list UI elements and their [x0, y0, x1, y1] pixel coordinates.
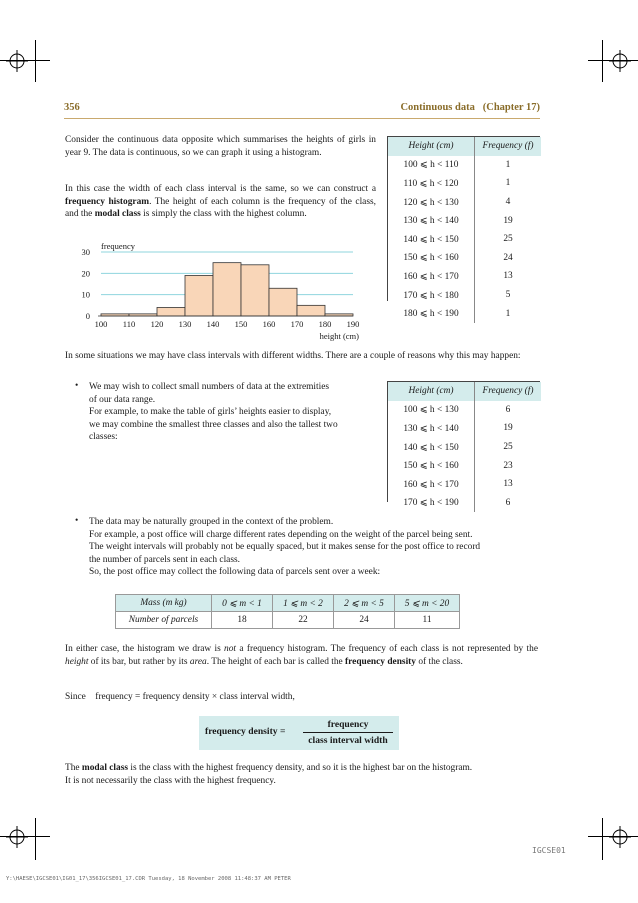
text-run: area	[189, 656, 207, 667]
intro-paragraph-1: Consider the continuous data opposite which summarises the heights of girls in year 9. The data is continuous, so we can graph it using a histogram.	[65, 135, 376, 158]
frequency-cell: 1	[475, 174, 542, 193]
frequency-cell: 1	[475, 156, 542, 175]
frequency-density-formula	[199, 716, 399, 750]
either-case-paragraph	[65, 643, 538, 668]
text-line: For example, to make the table of girls’ heights easier to display,	[89, 407, 332, 417]
term-frequency-density: density	[387, 656, 416, 667]
x-tick-label: 130	[178, 319, 192, 329]
table-row	[388, 475, 541, 494]
text-run: height	[65, 656, 89, 667]
y-tick-label: 0	[85, 311, 90, 321]
x-tick-label: 180	[318, 319, 332, 329]
text-line: For example, a post office will charge different rates depending on the weight of the parcel being sent.	[89, 529, 473, 540]
frequency-cell: 6	[475, 401, 542, 420]
x-tick-label: 110	[122, 319, 136, 329]
frequency-cell: 13	[475, 475, 542, 494]
term-frequency-density: frequency	[345, 656, 385, 667]
bullet-dot-icon: •	[75, 516, 79, 526]
text-line: classes:	[89, 432, 118, 442]
frequency-cell: 5	[475, 286, 542, 305]
table-row	[388, 286, 541, 305]
class-interval-cell: 140 ⩽ h < 150	[388, 230, 475, 249]
text-line: we may combine the smallest three classes and also the tallest two	[89, 419, 338, 430]
table-header: Mass (m kg)	[116, 595, 212, 612]
text-run: Since	[65, 692, 86, 702]
histogram-bar	[213, 263, 241, 316]
registration-mark-icon	[609, 826, 631, 848]
y-tick-label: 20	[81, 268, 90, 279]
histogram-bar	[157, 307, 185, 316]
x-tick-label: 190	[346, 319, 360, 329]
table-row	[388, 401, 541, 420]
term-frequency-histogram: frequency histogram	[65, 196, 150, 207]
class-interval-cell: 130 ⩽ h < 140	[388, 419, 475, 438]
text-run: In this case the width of each class interval is the same, so we can construct a	[65, 184, 376, 194]
table-row	[388, 249, 541, 268]
class-interval-cell: 160 ⩽ h < 170	[388, 475, 475, 494]
frequency-histogram	[66, 240, 366, 342]
formula-lhs: frequency density =	[205, 726, 286, 737]
table-row	[388, 230, 541, 249]
table-cell: 11	[395, 612, 460, 629]
class-interval-cell: 170 ⩽ h < 190	[388, 494, 475, 513]
frequency-cell: 1	[475, 304, 542, 323]
running-header	[400, 102, 540, 113]
frequency-cell: 4	[475, 193, 542, 212]
formula-numerator: frequency	[327, 719, 369, 730]
text-line: The data may be naturally grouped in the context of the problem.	[89, 517, 334, 527]
text-run: is simply the class with the highest column.	[140, 209, 307, 219]
table-cell: 22	[273, 612, 334, 629]
frequency-cell: 19	[475, 419, 542, 438]
table-header: Frequency (f)	[475, 137, 542, 156]
table-header: Height (cm)	[388, 382, 475, 401]
term-modal-class: modal class	[94, 209, 141, 219]
text-run: not	[224, 644, 237, 654]
table-cell: 24	[334, 612, 395, 629]
x-tick-label: 120	[150, 319, 164, 329]
text-line: So, the post office may collect the following data of parcels sent over a week:	[89, 567, 381, 577]
frequency-cell: 19	[475, 211, 542, 230]
text-line: of our data range.	[89, 394, 156, 405]
class-interval-cell: 110 ⩽ h < 120	[388, 174, 475, 193]
histogram-bar	[297, 305, 325, 316]
table-row	[388, 456, 541, 475]
table-row	[388, 438, 541, 457]
parcel-mass-table	[115, 594, 460, 629]
term-modal-class: modal class	[81, 763, 129, 773]
text-run: a frequency histogram. The frequency of each class is not	[236, 644, 465, 654]
x-tick-label: 160	[262, 319, 276, 329]
bullet-2	[89, 516, 541, 579]
frequency-cell: 24	[475, 249, 542, 268]
table-cell: 18	[212, 612, 273, 629]
table-row	[388, 156, 541, 175]
text-run: The	[65, 763, 82, 773]
class-interval-cell: 170 ⩽ h < 180	[388, 286, 475, 305]
registration-mark-icon	[609, 50, 631, 72]
footer-file-path: Y:\HAESE\IGCSE01\IG01_17\356IGCSE01_17.CDR Tuesday, 18 November 2008 11:48:37 AM PETER	[6, 876, 291, 882]
table-row	[388, 304, 541, 323]
frequency-cell: 23	[475, 456, 542, 475]
crop-mark	[35, 818, 36, 860]
x-tick-label: 140	[206, 319, 220, 329]
text-run: In either case, the histogram we draw is	[65, 644, 225, 654]
crop-mark	[602, 818, 603, 860]
formula-denominator: class interval width	[308, 735, 388, 746]
frequency-cell: 13	[475, 267, 542, 286]
table-header: 5 ⩽ m < 20	[395, 595, 460, 612]
x-tick-label: 170	[290, 319, 304, 329]
table-row	[388, 267, 541, 286]
text-run: . The height of each column is the frequency of the class, and the	[65, 196, 376, 219]
registration-mark-icon	[6, 826, 28, 848]
class-interval-cell: 180 ⩽ h < 190	[388, 304, 475, 323]
since-line	[65, 691, 538, 704]
text-line: It is not necessarily the class with the highest frequency.	[65, 775, 276, 786]
table-row	[388, 419, 541, 438]
text-run: represented by the	[467, 644, 539, 654]
table-header: Height (cm)	[388, 137, 475, 156]
table-header: 2 ⩽ m < 5	[334, 595, 395, 612]
class-interval-cell: 150 ⩽ h < 160	[388, 249, 475, 268]
footer-code: IGCSE01	[532, 846, 566, 855]
histogram-bar	[241, 265, 269, 316]
text-run: . The height of each bar is called the	[206, 656, 346, 667]
text-line	[65, 762, 538, 775]
y-axis-label: frequency	[101, 241, 135, 251]
combined-classes-table	[388, 382, 541, 512]
text-line: the number of parcels sent in each class.	[89, 554, 240, 565]
table-header: Frequency (f)	[475, 382, 542, 401]
text-run: of its bar, but rather by its	[88, 656, 190, 667]
fraction-bar	[303, 732, 393, 733]
x-tick-label: 150	[234, 319, 248, 329]
frequency-cell: 25	[475, 230, 542, 249]
registration-mark-icon	[6, 50, 28, 72]
table-row	[388, 193, 541, 212]
histogram-bar	[269, 288, 297, 316]
frequency-cell: 6	[475, 494, 542, 513]
class-interval-cell: 100 ⩽ h < 110	[388, 156, 475, 175]
text-run: of the class.	[415, 656, 463, 667]
text-run: is the class with the highest frequency density, and so it is the highest bar on the histogram.	[128, 763, 473, 773]
table-row	[388, 494, 541, 513]
modal-class-paragraph	[65, 762, 538, 787]
class-interval-cell: 160 ⩽ h < 170	[388, 267, 475, 286]
height-frequency-table	[388, 137, 541, 323]
class-interval-cell: 140 ⩽ h < 150	[388, 438, 475, 457]
crop-mark	[602, 40, 603, 82]
class-interval-cell: 150 ⩽ h < 160	[388, 456, 475, 475]
crop-mark	[35, 40, 36, 82]
bullet-1	[89, 381, 379, 444]
section-title: Continuous data	[400, 102, 475, 113]
text-line: The weight intervals will probably not be equally spaced, but it makes sense for the post office to record	[89, 542, 481, 552]
class-interval-cell: 120 ⩽ h < 130	[388, 193, 475, 212]
class-interval-cell: 130 ⩽ h < 140	[388, 211, 475, 230]
table-row	[388, 174, 541, 193]
y-tick-label: 10	[81, 289, 90, 300]
table-header: 1 ⩽ m < 2	[273, 595, 334, 612]
bullet-dot-icon: •	[75, 381, 79, 391]
table-row	[388, 211, 541, 230]
chapter-label: (Chapter 17)	[482, 102, 540, 113]
situations-paragraph: In some situations we may have class intervals with different widths. There are a couple of reasons why this may happen:	[65, 351, 521, 361]
page-number: 356	[64, 102, 80, 113]
x-tick-label: 100	[94, 319, 108, 329]
frequency-cell: 25	[475, 438, 542, 457]
class-interval-cell: 100 ⩽ h < 130	[388, 401, 475, 420]
header-rule	[64, 118, 540, 119]
y-tick-label: 30	[81, 247, 90, 257]
table-cell: Number of parcels	[116, 612, 212, 629]
x-axis-label: height (cm)	[319, 331, 359, 341]
intro-paragraph-2	[65, 183, 376, 221]
equation: frequency = frequency density × class interval width,	[95, 692, 295, 702]
histogram-bar	[185, 275, 213, 316]
text-line: We may wish to collect small numbers of data at the extremities	[89, 382, 330, 392]
table-header: 0 ⩽ m < 1	[212, 595, 273, 612]
